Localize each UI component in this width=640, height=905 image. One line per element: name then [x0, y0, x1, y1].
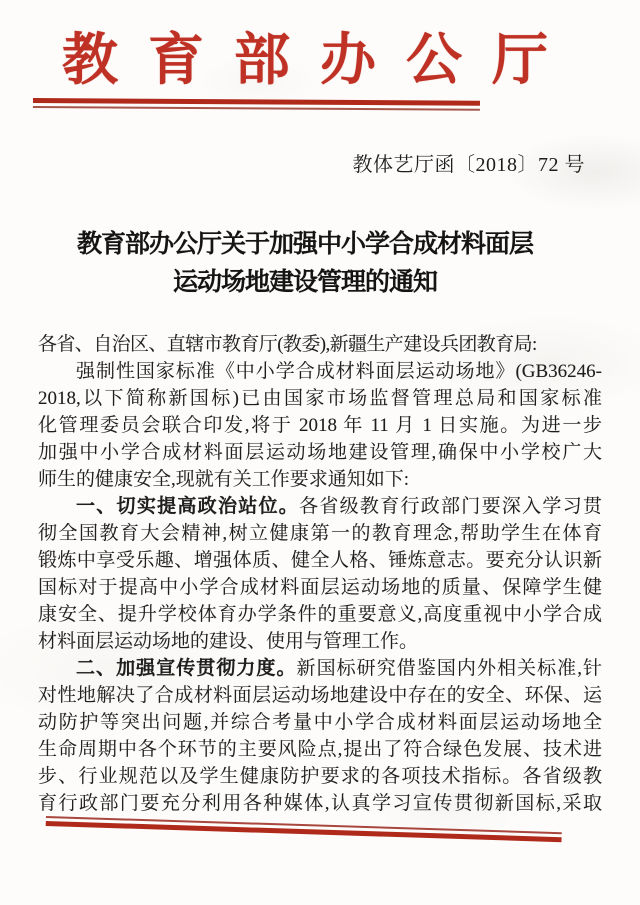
body-line-segment: 锻炼中享受乐趣、增强体质、健全人格、锤炼意志。要充分认识新 — [38, 550, 602, 571]
body-line — [38, 736, 602, 763]
letterhead-divider-rule — [33, 98, 480, 111]
letterhead-agency-title: 教育部办公厅 — [62, 30, 578, 92]
salutation-line: 各省、自治区、直辖市教育厅(教委),新疆生产建设兵团教育局: — [38, 334, 537, 355]
body-line-segment: 步、行业规范以及学生健康防护要求的各项技术指标。各省级教 — [38, 766, 602, 787]
body-line — [38, 655, 602, 682]
body-line-segment: 化管理委员会联合印发,将于 2018 年 11 月 1 日实施。为进一步 — [38, 415, 602, 436]
body-line — [38, 385, 602, 412]
body-line — [38, 709, 602, 736]
body-line — [38, 520, 602, 547]
body-line — [38, 439, 602, 466]
body-line — [38, 790, 602, 817]
body-line-segment: 康安全、提升学校体育办学条件的重要意义,高度重视中小学合成 — [38, 604, 602, 625]
body-line — [38, 682, 602, 709]
body-line-segment: 师生的健康安全,现就有关工作要求通知如下: — [38, 469, 410, 490]
body-line-segment: 育行政部门要充分利用各种媒体,认真学习宣传贯彻新国标,采取 — [38, 793, 602, 814]
notice-title-line-1: 教育部办公厅关于加强中小学合成材料面层 — [76, 230, 533, 258]
page-footer-rule — [46, 816, 562, 842]
body-line — [38, 601, 602, 628]
body-line — [38, 358, 602, 385]
body-line-segment: 新国标研究借鉴国内外相关标准,针 — [296, 658, 602, 679]
body-line — [38, 493, 602, 520]
body-line-segment: 材料面层运动场地的建设、使用与管理工作。 — [38, 631, 419, 652]
body-line — [38, 574, 602, 601]
notice-title — [0, 225, 610, 301]
body-line-segment: 动防护等突出问题,并综合考量中小学合成材料面层运动场地全 — [38, 712, 602, 733]
document-body — [38, 331, 602, 817]
document-reference-number: 教体艺厅函〔2018〕72 号 — [352, 154, 585, 176]
body-line-segment: 对性地解决了合成材料面层运动场地建设中存在的安全、环保、运 — [38, 685, 602, 706]
body-line-segment: 彻全国教育大会精神,树立健康第一的教育理念,帮助学生在体育 — [38, 523, 602, 544]
body-line-segment: 加强中小学合成材料面层运动场地建设管理,确保中小学校广大 — [38, 442, 602, 463]
body-line-segment: 生命周期中各个环节的主要风险点,提出了符合绿色发展、技术进 — [38, 739, 602, 760]
body-line — [38, 547, 602, 574]
body-line — [38, 628, 602, 655]
notice-title-line-2: 运动场地建设管理的通知 — [172, 268, 437, 296]
body-line — [38, 466, 602, 493]
body-line-segment: 强制性国家标准《中小学合成材料面层运动场地》(GB36246- — [76, 361, 602, 382]
body-line — [38, 412, 602, 439]
body-line-segment: 国标对于提高中小学合成材料面层运动场地的质量、保障学生健 — [38, 577, 602, 598]
body-line — [38, 763, 602, 790]
body-line-bold-lead: 二、加强宣传贯彻力度。 — [76, 658, 297, 679]
body-line-segment: 2018,以下简称新国标)已由国家市场监督管理总局和国家标准 — [38, 388, 602, 409]
body-line-bold-lead: 一、切实提高政治站位。 — [76, 496, 300, 517]
body-paragraph-lines — [38, 358, 602, 817]
body-line-segment: 各省级教育行政部门要深入学习贯 — [299, 496, 602, 517]
